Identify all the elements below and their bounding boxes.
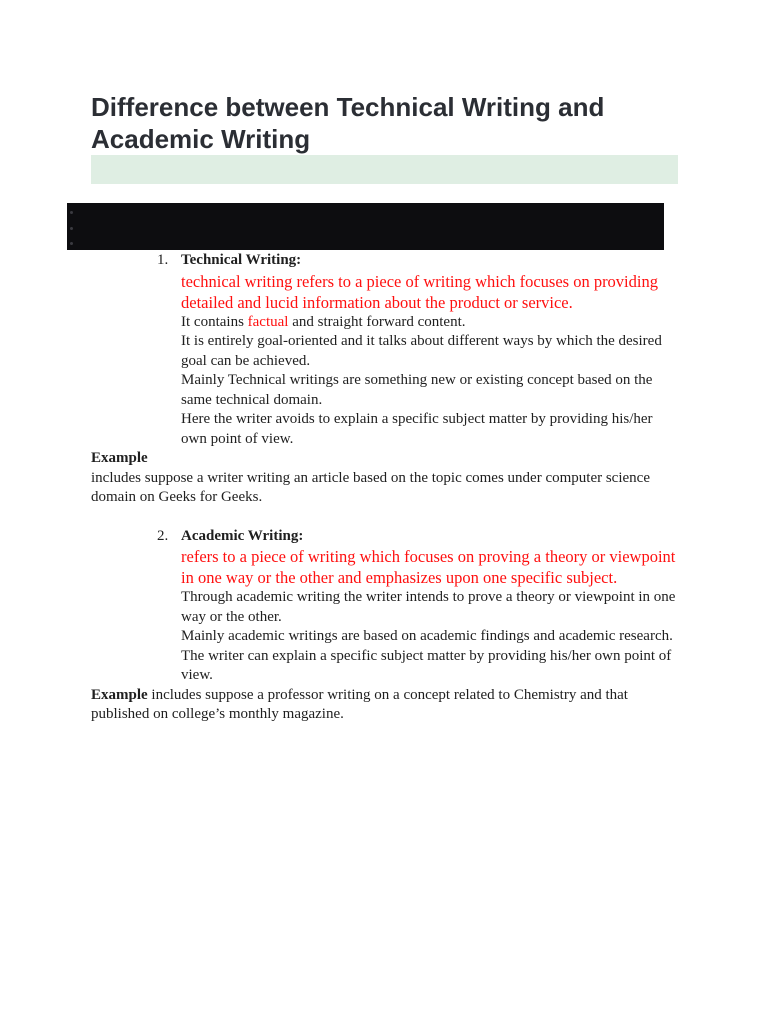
- definition-text: technical writing refers to a piece of writing which focuses on providing detailed and lucid information about the product or service.: [181, 271, 658, 312]
- body-line: Mainly Technical writings are something new or existing concept based on the same technical domain.: [181, 372, 653, 408]
- body-line: It is entirely goal-oriented and it talks about different ways by which the desired goal can be achieved.: [181, 333, 662, 369]
- redacted-band: [67, 203, 664, 250]
- body-line: Here the writer avoids to explain a specific subject matter by providing his/her own point of view.: [181, 411, 653, 447]
- body-line: [181, 313, 681, 333]
- body-text: and straight forward content.: [288, 313, 466, 330]
- example-paragraph: [91, 686, 681, 725]
- example-label: Example: [91, 450, 148, 466]
- section-heading: Technical Writing:: [181, 252, 302, 268]
- body-line: The writer can explain a specific subject matter by providing his/her own point of view.: [181, 647, 672, 683]
- bullet-dot: [70, 227, 73, 230]
- section-technical-writing: [91, 251, 681, 449]
- bullet-dot: [70, 242, 73, 245]
- document-body: [91, 251, 681, 725]
- highlight-band: [91, 155, 678, 184]
- list-number: 1.: [157, 252, 169, 268]
- body-text: It contains: [181, 313, 248, 330]
- section-academic-writing: [91, 527, 681, 686]
- page-title: Difference between Technical Writing and Academic Writing: [91, 92, 605, 154]
- definition-text: refers to a piece of writing which focuses on proving a theory or viewpoint in one way or the other and emphasizes upon one specific subject.: [181, 547, 676, 587]
- example-label: Example: [91, 686, 148, 703]
- section-heading: Academic Writing:: [181, 527, 304, 544]
- body-line: Through academic writing the writer intends to prove a theory or viewpoint in one way or the other.: [181, 589, 676, 625]
- body-line: Mainly academic writings are based on academic findings and academic research.: [181, 628, 673, 644]
- list-number: 2.: [157, 527, 169, 544]
- bullet-dot: [70, 211, 73, 214]
- example-text: includes suppose a writer writing an article based on the topic comes under computer science domain on Geeks for Geeks.: [91, 469, 650, 505]
- highlighted-word: factual: [247, 313, 289, 330]
- example-text: includes suppose a professor writing on a concept related to Chemistry and that published on college’s monthly magazine.: [91, 686, 628, 722]
